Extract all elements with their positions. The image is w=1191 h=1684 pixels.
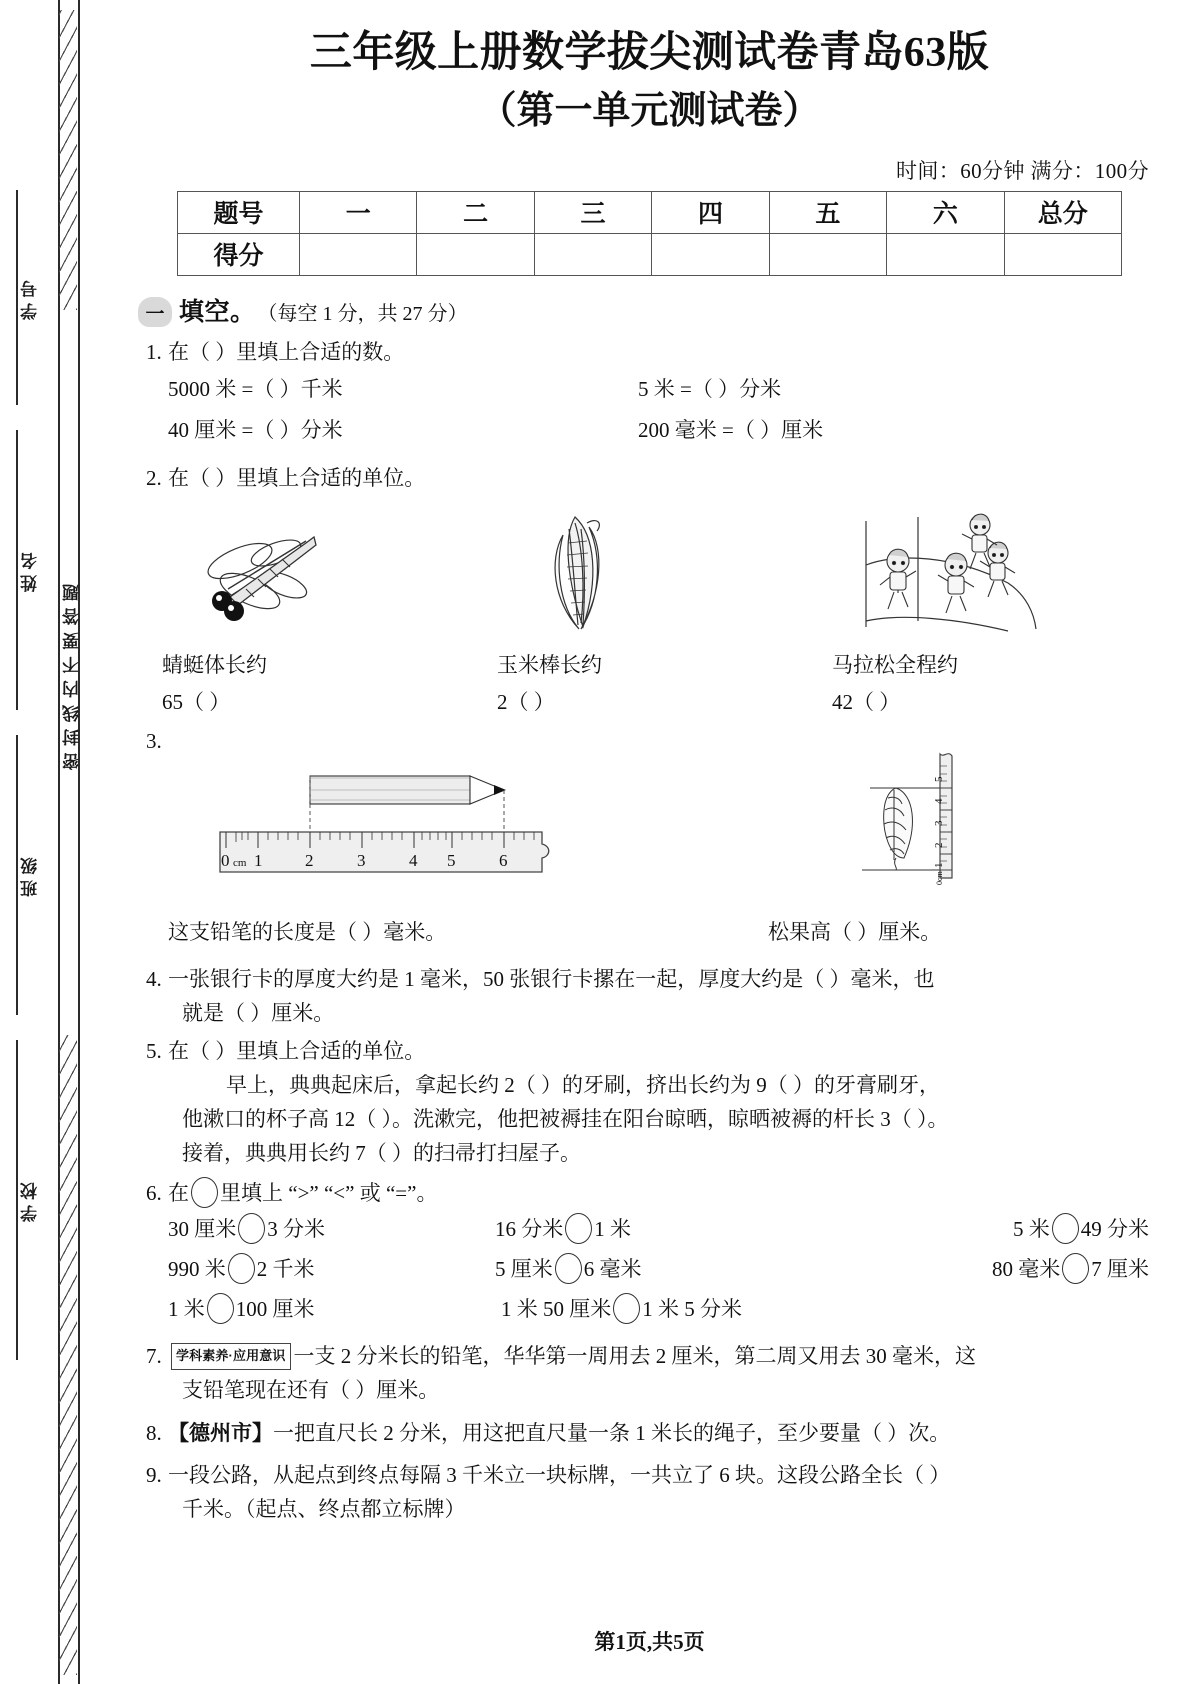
question-2-text: 在（ ）里填上合适的单位。 (168, 465, 426, 490)
compare-right: 3 分米 (267, 1216, 325, 1241)
score-col-total: 总分 (1004, 191, 1121, 233)
compare-item (495, 1210, 822, 1250)
question-5-text: 在（ ）里填上合适的单位。 (168, 1038, 426, 1063)
question-6-prompt-b: 里填上 “>” “<” 或 “=”。 (220, 1180, 438, 1205)
picture-caption-marathon: 马拉松全程约 (832, 652, 958, 677)
score-cell-2[interactable] (417, 233, 534, 275)
question-3 (146, 724, 1167, 758)
question-3-figures (162, 758, 1167, 908)
compare-item (822, 1250, 1167, 1290)
question-3-captions (168, 912, 1167, 953)
dragonfly-icon (162, 509, 497, 639)
student-field-xingming[interactable]: 姓名 (16, 430, 46, 710)
svg-text:5: 5 (447, 850, 456, 870)
compare-item (168, 1250, 495, 1290)
question-4-number: 4. (146, 966, 162, 991)
score-cell-3[interactable] (534, 233, 651, 275)
score-col-2: 二 (417, 191, 534, 233)
question-1 (146, 335, 1167, 369)
question-7 (146, 1339, 1167, 1407)
svg-text:4: 4 (933, 798, 945, 804)
question-9 (146, 1458, 1167, 1526)
question-5-number: 5. (146, 1038, 162, 1063)
question-6-row-2 (168, 1250, 1167, 1290)
question-7-line-2[interactable]: 支铅笔现在还有（ ）厘米。 (182, 1378, 440, 1403)
question-5 (146, 1034, 1167, 1170)
svg-text:6: 6 (499, 850, 508, 870)
svg-text:0cm: 0cm (935, 870, 944, 885)
seal-text: 密封线内不要答题 (63, 576, 82, 770)
compare-circle-icon[interactable] (565, 1213, 592, 1244)
picture-value-dragonfly[interactable]: 65（ ） (162, 689, 231, 714)
compare-left: 1 米 (168, 1296, 205, 1321)
page-footer: 第1页,共5页 (594, 1630, 705, 1654)
compare-right: 1 米 (594, 1216, 631, 1241)
score-col-3: 三 (534, 191, 651, 233)
seal-hatch-top (59, 10, 77, 310)
picture-caption-corn: 玉米棒长约 (497, 652, 602, 677)
score-col-5: 五 (769, 191, 886, 233)
picture-cell-marathon (832, 509, 1167, 716)
svg-text:cm: cm (233, 856, 247, 869)
seal-line-inner (78, 0, 80, 1684)
score-cell-total[interactable] (1004, 233, 1121, 275)
section-title: 填空。 (179, 298, 256, 326)
question-6-number: 6. (146, 1180, 162, 1205)
question-6-row-3 (168, 1290, 1167, 1330)
question-4 (146, 962, 1167, 1030)
question-1-item-1[interactable]: 5000 米 =（ ）千米 (168, 376, 343, 401)
question-6 (146, 1176, 1167, 1210)
seal-hatch-bottom (59, 1035, 77, 1675)
student-field-banji[interactable]: 班级 (16, 735, 46, 1015)
question-8-city-tag: 【德州市】 (168, 1420, 273, 1445)
picture-cell-dragonfly (162, 509, 497, 716)
score-cell-5[interactable] (769, 233, 886, 275)
picture-value-marathon[interactable]: 42（ ） (832, 689, 901, 714)
score-col-6: 六 (887, 191, 1004, 233)
question-1-item-2[interactable]: 5 米 =（ ）分米 (638, 376, 782, 401)
compare-circle-icon[interactable] (613, 1293, 640, 1324)
question-9-number: 9. (146, 1462, 162, 1487)
exam-meta: 时间：60分钟 满分：100分 (895, 158, 1149, 183)
question-5-line-1[interactable]: 早上，典典起床后，拿起长约 2（ ）的牙刷，挤出长约为 9（ ）的牙膏刷牙， (226, 1072, 940, 1097)
compare-item (168, 1210, 495, 1250)
question-8-number: 8. (146, 1420, 162, 1445)
question-7-competency-tag: 学科素养·应用意识 (171, 1343, 291, 1369)
question-7-line-1[interactable]: 一支 2 分米长的铅笔，华华第一周用去 2 厘米，第二周又用去 30 毫米，这 (293, 1344, 976, 1369)
compare-left: 5 厘米 (495, 1256, 553, 1281)
picture-caption-dragonfly: 蜻蜓体长约 (162, 652, 267, 677)
svg-text:3: 3 (357, 850, 366, 870)
score-row-label-1: 题号 (178, 191, 300, 233)
compare-left: 80 毫米 (992, 1256, 1061, 1281)
section-marker-badge: 一 (138, 297, 172, 327)
marathon-icon (832, 509, 1167, 639)
compare-circle-icon[interactable] (1052, 1213, 1079, 1244)
question-1-item-4[interactable]: 200 毫米 =（ ）厘米 (638, 417, 824, 442)
compare-left: 990 米 (168, 1256, 226, 1281)
question-8-line-1[interactable]: 一把直尺长 2 分米，用这把直尺量一条 1 米长的绳子，至少要量（ ）次。 (273, 1420, 951, 1445)
svg-text:2: 2 (305, 850, 314, 870)
seal-sidebar (0, 0, 108, 1684)
svg-text:2: 2 (933, 842, 945, 848)
section-score-note: （每空 1 分，共 27 分） (257, 302, 468, 325)
question-1-item-3[interactable]: 40 厘米 =（ ）分米 (168, 417, 343, 442)
compare-right: 1 米 5 分米 (642, 1296, 742, 1321)
question-4-line-1[interactable]: 一张银行卡的厚度大约是 1 毫米，50 张银行卡摞在一起，厚度大约是（ ）毫米，也 (168, 966, 935, 991)
question-2-number: 2. (146, 465, 162, 490)
section-header-fill-blank (138, 292, 1167, 328)
compare-item (495, 1250, 822, 1290)
score-col-4: 四 (652, 191, 769, 233)
question-3-number: 3. (146, 728, 162, 753)
score-cell-6[interactable] (887, 233, 1004, 275)
score-cell-1[interactable] (300, 233, 417, 275)
score-cell-4[interactable] (652, 233, 769, 275)
question-6-row-1 (168, 1210, 1167, 1250)
compare-circle-icon[interactable] (207, 1293, 234, 1324)
compare-item (822, 1210, 1167, 1250)
question-3-caption-left[interactable]: 这支铅笔的长度是（ ）毫米。 (168, 919, 447, 944)
svg-text:0: 0 (221, 850, 230, 870)
compare-left: 1 米 50 厘米 (501, 1296, 612, 1321)
student-field-xuehao[interactable]: 学号 (16, 190, 46, 405)
picture-value-corn[interactable]: 2（ ） (497, 689, 555, 714)
picture-cell-corn (497, 509, 832, 716)
svg-text:3: 3 (933, 820, 945, 826)
svg-text:4: 4 (409, 850, 418, 870)
compare-left: 30 厘米 (168, 1216, 237, 1241)
compare-right: 49 分米 (1080, 1216, 1149, 1241)
svg-text:5: 5 (933, 776, 945, 782)
question-4-line-2[interactable]: 就是（ ）厘米。 (182, 1000, 335, 1025)
question-2-pictures (162, 509, 1167, 716)
svg-text:1: 1 (254, 850, 263, 870)
question-1-items-row-1 (168, 369, 1167, 410)
exam-page (108, 0, 1191, 1684)
score-col-1: 一 (300, 191, 417, 233)
compare-right: 100 厘米 (235, 1296, 315, 1321)
question-8 (146, 1416, 1167, 1450)
compare-right: 6 毫米 (583, 1256, 642, 1281)
compare-circle-icon[interactable] (555, 1253, 582, 1284)
compare-circle-icon[interactable] (228, 1253, 255, 1284)
table-row-scores (178, 233, 1122, 275)
table-row-question-numbers (178, 191, 1122, 233)
score-row-label-2: 得分 (178, 233, 300, 275)
corn-icon (497, 509, 832, 639)
score-table (177, 191, 1122, 276)
compare-circle-icon[interactable] (1062, 1253, 1089, 1284)
question-1-text: 在（ ）里填上合适的数。 (168, 339, 405, 364)
page-subtitle: （第一单元测试卷） (478, 90, 821, 133)
page-title: 三年级上册数学拔尖测试卷青岛63版 (309, 30, 990, 76)
compare-right: 7 厘米 (1091, 1256, 1149, 1281)
question-9-line-1[interactable]: 一段公路，从起点到终点每隔 3 千米立一块标牌，一共立了 6 块。这段公路全长（ ） (168, 1462, 951, 1487)
compare-left: 5 米 (1013, 1216, 1050, 1241)
question-2 (146, 461, 1167, 495)
compare-right: 2 千米 (256, 1256, 315, 1281)
compare-circle-icon[interactable] (191, 1177, 218, 1208)
question-5-line-3[interactable]: 接着，典典用长约 7（ ）的扫帚打扫屋子。 (182, 1140, 581, 1165)
pinecone-ruler-figure (852, 740, 982, 890)
question-5-line-2[interactable]: 他漱口的杯子高 12（ ）。洗漱完，他把被褥挂在阳台晾晒，晾晒被褥的杆长 3（ ）。 (182, 1106, 949, 1131)
compare-item (501, 1290, 1167, 1330)
question-6-prompt-a: 在 (168, 1180, 189, 1205)
question-7-number: 7. (146, 1344, 162, 1369)
question-9-line-2: 千米。（起点、终点都立标牌） (182, 1496, 466, 1521)
student-field-xuexiao[interactable]: 学校 (16, 1040, 46, 1360)
question-3-caption-right[interactable]: 松果高（ ）厘米。 (768, 919, 942, 944)
question-1-number: 1. (146, 339, 162, 364)
pencil-ruler-figure (200, 754, 620, 884)
compare-circle-icon[interactable] (238, 1213, 265, 1244)
question-1-items-row-2 (168, 410, 1167, 451)
svg-text:1: 1 (933, 862, 945, 868)
compare-item (168, 1290, 501, 1330)
compare-left: 16 分米 (495, 1216, 564, 1241)
